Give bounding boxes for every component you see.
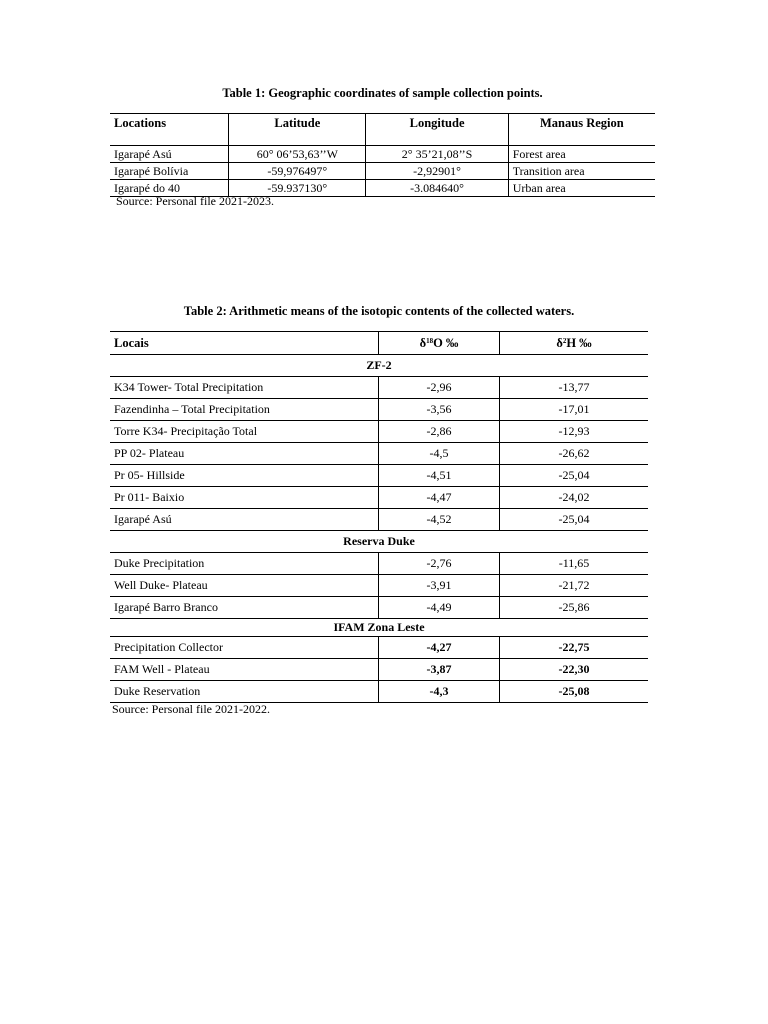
cell-location: Precipitation Collector (110, 637, 379, 659)
cell-location: Igarapé Barro Branco (110, 597, 379, 619)
table1-cell-region: Transition area (508, 163, 655, 180)
cell-delta-h2: -22,75 (500, 637, 649, 659)
table2-caption: Table 2: Arithmetic means of the isotopic contents of the collected waters. (183, 304, 575, 318)
table-row (110, 399, 648, 421)
cell-delta-o18: -4,47 (379, 487, 500, 509)
table2-header-locais: Locais (110, 332, 379, 355)
table1-header-region: Manaus Region (508, 114, 655, 146)
table1-caption: Table 1: Geographic coordinates of sample collection points. (222, 86, 543, 100)
table1-cell-location: Igarapé Asú (110, 146, 229, 163)
cell-delta-o18: -2,96 (379, 377, 500, 399)
table1-cell-longitude: -3.084640° (366, 180, 508, 197)
table-row (110, 681, 648, 703)
table1-cell-longitude: 2° 35’21,08’’S (366, 146, 508, 163)
header-unit: H ‰ (566, 335, 592, 350)
cell-delta-h2: -12,93 (500, 421, 649, 443)
cell-location: Pr 05- Hillside (110, 465, 379, 487)
table1-cell-latitude: -59.937130° (229, 180, 366, 197)
table-row (110, 443, 648, 465)
table-row (110, 487, 648, 509)
cell-delta-o18: -4,52 (379, 509, 500, 531)
cell-location: Well Duke- Plateau (110, 575, 379, 597)
table-row (110, 659, 648, 681)
cell-delta-h2: -22,30 (500, 659, 649, 681)
cell-location: K34 Tower- Total Precipitation (110, 377, 379, 399)
cell-delta-o18: -4,27 (379, 637, 500, 659)
table-row (110, 377, 648, 399)
cell-delta-o18: -4,51 (379, 465, 500, 487)
table2-header-row (110, 332, 648, 355)
cell-delta-o18: -3,91 (379, 575, 500, 597)
cell-delta-h2: -11,65 (500, 553, 649, 575)
table-row (110, 597, 648, 619)
cell-location: FAM Well - Plateau (110, 659, 379, 681)
delta-symbol: δ (419, 335, 427, 350)
cell-delta-h2: -17,01 (500, 399, 649, 421)
table2-isotopic-means (110, 331, 648, 703)
cell-delta-o18: -2,76 (379, 553, 500, 575)
cell-delta-h2: -24,02 (500, 487, 649, 509)
table-row (110, 421, 648, 443)
cell-delta-o18: -4,3 (379, 681, 500, 703)
table1-source: Source: Personal file 2021-2023. (116, 194, 274, 208)
table1-coordinates (110, 113, 655, 197)
table1-cell-region: Forest area (508, 146, 655, 163)
superscript: 2 (562, 336, 567, 345)
table-row (110, 509, 648, 531)
superscript: 18 (426, 336, 434, 345)
cell-delta-h2: -25,86 (500, 597, 649, 619)
table1-cell-longitude: -2,92901° (366, 163, 508, 180)
table-row (110, 553, 648, 575)
table2-header-delta-h2 (500, 332, 649, 355)
cell-location: PP 02- Plateau (110, 443, 379, 465)
table1-cell-latitude: 60° 06’53,63’’W (229, 146, 366, 163)
cell-location: Pr 011- Baixio (110, 487, 379, 509)
group-label: Reserva Duke (110, 531, 648, 553)
cell-delta-h2: -13,77 (500, 377, 649, 399)
cell-location: Torre K34- Precipitação Total (110, 421, 379, 443)
cell-location: Fazendinha – Total Precipitation (110, 399, 379, 421)
table-row (110, 575, 648, 597)
table-row (110, 146, 655, 163)
cell-location: Duke Reservation (114, 684, 201, 698)
table1-cell-location: Igarapé do 40 (114, 181, 180, 195)
table1-cell-latitude: -59,976497° (229, 163, 366, 180)
table1-header-latitude: Latitude (229, 114, 366, 146)
table1-cell-location: Igarapé Bolívia (110, 163, 229, 180)
cell-delta-o18: -4,5 (379, 443, 500, 465)
table-row (110, 163, 655, 180)
cell-delta-o18: -2,86 (379, 421, 500, 443)
table2-group-row (110, 619, 648, 637)
table-row (110, 465, 648, 487)
table1-header-row (110, 114, 655, 146)
group-label: ZF-2 (110, 355, 648, 377)
cell-location: Igarapé Asú (110, 509, 379, 531)
cell-delta-h2: -25,04 (500, 465, 649, 487)
cell-delta-h2: -26,62 (500, 443, 649, 465)
table2-header-delta-o18 (379, 332, 500, 355)
table2-group-row (110, 531, 648, 553)
table1-cell-region: Urban area (508, 180, 655, 197)
cell-delta-o18: -4,49 (379, 597, 500, 619)
group-label: IFAM Zona Leste (110, 619, 648, 637)
table-row (110, 637, 648, 659)
table2-group-row (110, 355, 648, 377)
cell-delta-h2: -25,08 (500, 681, 649, 703)
header-unit: O ‰ (433, 335, 459, 350)
cell-delta-o18: -3,87 (379, 659, 500, 681)
table1-header-locations: Locations (110, 114, 229, 146)
cell-delta-o18: -3,56 (379, 399, 500, 421)
table1-header-longitude: Longitude (366, 114, 508, 146)
cell-delta-h2: -25,04 (500, 509, 649, 531)
delta-symbol: δ (556, 335, 563, 350)
cell-delta-h2: -21,72 (500, 575, 649, 597)
table2-source: Source: Personal file 2021-2022. (112, 702, 270, 716)
cell-location: Duke Precipitation (110, 553, 379, 575)
